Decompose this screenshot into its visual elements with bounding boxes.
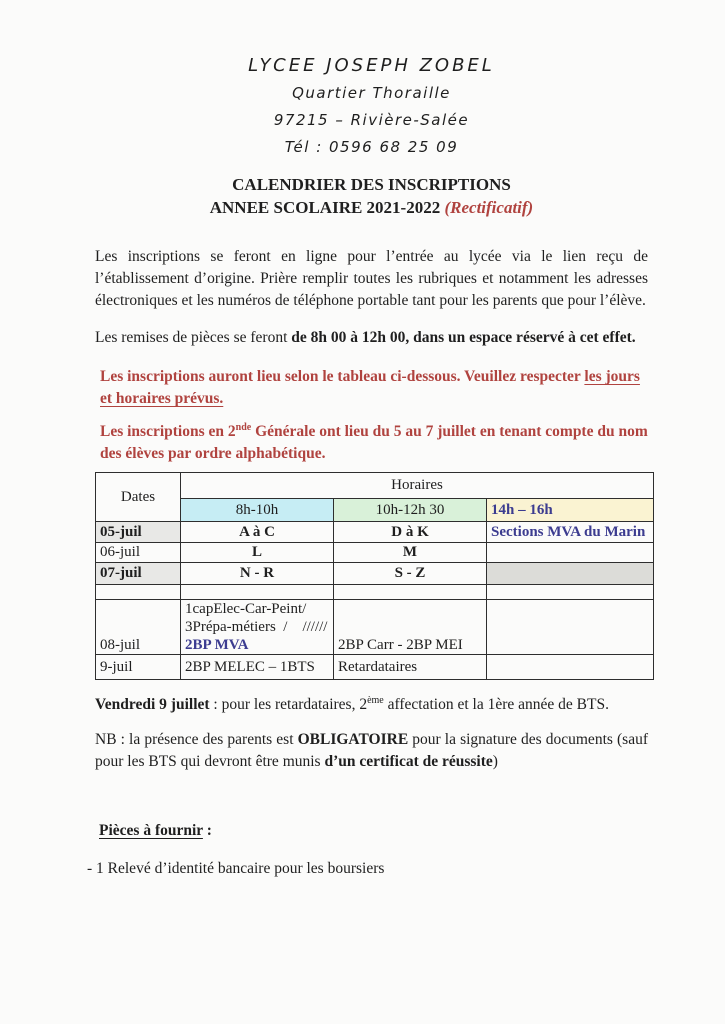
slot-cell-multiline: [181, 600, 334, 655]
remises-normal: Les remises de pièces se feront: [95, 329, 292, 346]
nb-obligatoire: OBLIGATOIRE: [297, 731, 409, 748]
remises-bold: de 8h 00 à 12h 00, dans un espace réservé à cet effet.: [291, 329, 636, 346]
letterhead-phone: Tél : 0596 68 25 09: [284, 138, 459, 156]
slot-cell: [334, 585, 487, 600]
pieces-heading-colon: :: [202, 822, 212, 839]
vendredi-text-post: affectation et la 1ère année de BTS.: [383, 696, 609, 713]
nb-text-post: ): [492, 753, 498, 770]
date-cell: [96, 585, 181, 600]
slot-cell: A à C: [181, 522, 334, 543]
slot-cell: [487, 600, 654, 655]
slot-cell: [487, 585, 654, 600]
letterhead-address-line-1: Quartier Thoraille: [292, 84, 451, 102]
pieces-heading: [95, 822, 648, 840]
nb-text-pre: NB : la présence des parents est: [95, 731, 298, 748]
slot-cell: D à K: [334, 522, 487, 543]
title-line-1: CALENDRIER DES INSCRIPTIONS: [232, 175, 511, 194]
table-row-08-juil: [96, 600, 654, 655]
rectificatif-note: (Rectificatif): [444, 198, 534, 217]
cell-line-3: 2BP MVA: [185, 637, 249, 653]
date-cell: 08-juil: [96, 600, 181, 655]
nb-text-mid: pour la signature des documents (sauf pour les BTS qui devront être munis: [95, 731, 648, 770]
vendredi-paragraph: [95, 694, 648, 716]
red-notice-1-main: Les inscriptions auront lieu selon le tableau ci-dessous. Veuillez respecter: [100, 368, 585, 385]
vendredi-text-pre: : pour les retardataires, 2: [209, 696, 368, 713]
vendredi-bold: Vendredi 9 juillet: [95, 696, 210, 713]
table-row-9-juil: [96, 655, 654, 680]
red-notice-2-post: Générale ont lieu du 5 au 7 juillet en tenant compte du nom des élèves par ordre alphabétique.: [100, 423, 648, 462]
slot-cell-shaded: [487, 563, 654, 585]
slot-cell: [181, 585, 334, 600]
table-row-07-juil: [96, 563, 654, 585]
slot-cell: 2BP MELEC – 1BTS: [181, 655, 334, 680]
date-cell: 06-juil: [96, 543, 181, 563]
date-cell: 9-juil: [96, 655, 181, 680]
red-notice-1: [95, 366, 648, 410]
pieces-item: - 1 Relevé d’identité bancaire pour les boursiers: [87, 860, 385, 877]
slot-cell: N - R: [181, 563, 334, 585]
pieces-heading-underlined: Pièces à fournir: [99, 822, 203, 839]
document-title: [95, 173, 648, 219]
date-cell: 05-juil: [96, 522, 181, 543]
slot-header-8h-10h: 8h-10h: [181, 499, 334, 522]
horaires-header-cell: Horaires: [181, 473, 654, 499]
slot-cell: M: [334, 543, 487, 563]
date-cell: 07-juil: [96, 563, 181, 585]
school-name: LYCEE JOSEPH ZOBEL: [248, 55, 495, 76]
slot-cell: Sections MVA du Marin: [487, 522, 654, 543]
slot-cell: S - Z: [334, 563, 487, 585]
letterhead: [95, 52, 648, 161]
nb-certificat: d’un certificat de réussite: [324, 753, 493, 770]
red-notice-2-pre: Les inscriptions en 2: [100, 423, 236, 440]
vendredi-superscript: ème: [367, 694, 384, 706]
remises-paragraph: [95, 327, 648, 349]
intro-paragraph: Les inscriptions se feront en ligne pour l’entrée au lycée via le lien reçu de l’établissement d’origine. Prière remplir toutes les rubriques et notamment les adresses électroniques et les numéros de téléphone portable tant pour les parents que pour l’élève.: [95, 248, 648, 309]
red-notice-2: [95, 421, 648, 465]
slot-header-10h-12h30: 10h-12h 30: [334, 499, 487, 522]
table-header-row-1: [96, 473, 654, 499]
dates-header-cell: Dates: [96, 473, 181, 522]
nb-paragraph: [95, 729, 648, 773]
inscriptions-table: [95, 472, 654, 680]
slot-cell: [487, 543, 654, 563]
table-row-empty: [96, 585, 654, 600]
red-notice-1-underlined: les jours et horaires prévus.: [100, 368, 640, 407]
slot-cell: L: [181, 543, 334, 563]
slot-cell: 2BP Carr - 2BP MEI: [334, 600, 487, 655]
table-row-06-juil: [96, 543, 654, 563]
letterhead-address-line-2: 97215 – Rivière-Salée: [273, 111, 470, 129]
title-line-2: [95, 196, 648, 219]
cell-line-1: 1capElec-Car-Peint/: [185, 601, 307, 617]
slot-cell: [487, 655, 654, 680]
cell-line-2: 3Prépa-métiers / //////: [185, 619, 328, 635]
table-row-05-juil: [96, 522, 654, 543]
slot-cell: Retardataires: [334, 655, 487, 680]
red-notice-2-superscript: nde: [235, 421, 252, 433]
slot-header-14h-16h: 14h – 16h: [487, 499, 654, 522]
title-year: ANNEE SCOLAIRE 2021-2022: [209, 198, 441, 217]
